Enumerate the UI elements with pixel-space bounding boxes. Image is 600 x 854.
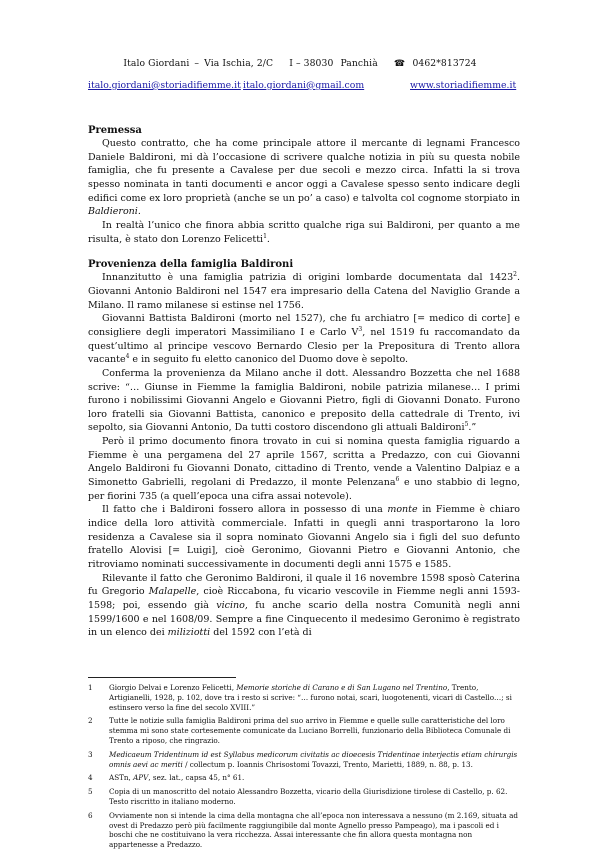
footnote-ref: 1 — [263, 232, 267, 240]
email-link-gmail[interactable]: italo.giordani@gmail.com — [243, 80, 365, 91]
letterhead: Italo Giordani – Via Ischia, 2/C I – 38030 Panchià ☎ 0462*813724 — [123, 58, 477, 69]
footnote: 4 ASTn, APV, sez. lat., capsa 45, n° 61. — [88, 773, 245, 783]
postcode: I – 38030 — [289, 58, 334, 69]
paragraph: Questo contratto, che ha come principale attore il mercante di legnami Francesco Daniele Baldironi, mi dà l’occasione di scrivere qualche notizia in più su questa nobile famiglia, che fu presente a Cavalese per due secoli e mezzo circa. Infatti la si trova spesso nominata in tanti documenti e ancor oggi a Cavalese spesso sento indicare degli edifici come ex loro proprietà (anche se un po’ a caso) e talvolta col cognome storpiato in Baldieroni. — [88, 138, 520, 218]
footnote-ref: 6 — [395, 475, 400, 483]
footnote-ref: 4 — [125, 353, 130, 361]
footnote-separator — [88, 677, 236, 678]
website-link[interactable]: www.storiadifiemme.it — [410, 80, 517, 91]
phone-icon: ☎ — [393, 58, 406, 69]
author-name: Italo Giordani — [123, 58, 190, 69]
footnote: 1 Giorgio Delvai e Lorenzo Felicetti, Memorie storiche di Carano e di San Lugano nel Trentino, Trento, Artigianelli, 1928, p. 102, dove tra i resto si scrive: “… furono notai, scari, luogotenenti, vicari di Castello…; si estinsero verso la fine del secolo XVIII.” — [88, 683, 512, 712]
town: Panchià — [340, 58, 378, 69]
paragraph: Conferma la provenienza da Milano anche il dott. Alessandro Bozzetta che nel 1688 scrive: “… Giunse in Fiemme la famiglia Baldironi, nobile patrizia milanese… I primi furono i nobilissimi Giovanni Angelo e Giovanni Pietro, figli di Giovanni Donato. Furono loro fratelli sia Giovanni Battista, canonico e preposito della cattedrale di Trento, ivi sepolto, sia Giovanni Antonio, Da tutti costoro discendono gli attuali Baldironi$^5$.” — [88, 367, 520, 434]
email-link-storiadifiemme[interactable]: italo.giordani@storiadifiemme.it — [88, 80, 241, 91]
paragraph: In realtà l’unico che finora abbia scritto qualche riga sui Baldironi, per quanto a me risulta, è stato don Lorenzo Felicetti$^1$. — [88, 219, 520, 245]
footnote: 6 Ovviamente non si intende la cima della montagna che all’epoca non interessava a nessuno (m 2.169, situata ad ovest di Predazzo però più facilmente raggiungibile dal monte Agnello presso Pampeago), ma i pascoli ed i boschi che ne costituivano la vera ricchezza. Assai interessante che fin allora questa montagna non appartenesse a Predazzo. — [88, 810, 518, 850]
footnote: 2 Tutte le notizie sulla famiglia Baldironi prima del suo arrivo in Fiemme e quelle sulle caratteristiche del loro stemma mi sono state cortesemente comunicate da Luciano Borrelli, funzionario della Biblioteca Comunale di Trento a riposo, che ringrazio. — [88, 716, 511, 745]
paragraph: Innanzitutto è una famiglia patrizia di origini lombarde documentata dal 1423$^2$. Giovanni Antonio Baldironi nel 1547 era impresario della Catena del Naviglio Grande a Milano. Il ramo milanese si estinse nel 1756. — [88, 271, 520, 311]
footnote: 3 Medicaeum Tridentinum id est Syllabus medicorum civitatis ac dioecesis Tridentinae interjectis etiam chirurgis omnis aevi ac meriti / collectum p. Ioannis Chrisostomi Tovazzi, Trento, Marietti, 1889, n. 88, p. 13. — [88, 749, 518, 769]
document-body — [88, 124, 520, 640]
footnote-ref: 3 — [358, 325, 363, 333]
paragraph: Rilevante il fatto che Geronimo Baldironi, il quale il 16 novembre 1598 sposò Caterina fu Gregorio Malapelle, cioè Riccabona, fu vicario vescovile in Fiemme negli anni 1593-1598; poi, essendo già vicino, fu anche scario della nostra Comunità negli anni 1599/1600 e nel 1608/09. Sempre a fine Cinquecento il medesimo Geronimo è registrato in un elenco dei miliziotti del 1592 con l’età di — [88, 572, 520, 639]
footnote: 5 Copia di un manoscritto del notaio Alessandro Bozzetta, vicario della Giurisdizione tirolese di Castello, p. 62. Testo riscritto in italiano moderno. — [88, 787, 508, 806]
section-title-provenienza: Provenienza della famiglia Baldironi — [88, 259, 294, 271]
paragraph: Il fatto che i Baldironi fossero allora in possesso di una monte in Fiemme è chiaro indice della loro attività commerciale. Infatti in quegli anni trasportarono la loro residenza a Cavalese sia il sopra nominato Giovanni Angelo sia i figli del suo defunto fratello Alovisi [= Luigi], cioè Geronimo, Giovanni Pietro e Giovanni Antonio, che ritroviamo nominati successivamente in documenti degli anni 1575 e 1585. — [88, 504, 520, 571]
paragraph: Giovanni Battista Baldironi (morto nel 1527), che fu archiatro [= medico di corte] e consigliere degli imperatori Massimiliano I e Carlo $V^3$, nel 1519 fu raccomandato da quest’ultimo al principe vescovo Bernardo Clesio per la Prepositura di Trento allora vacante$^4$ e in seguito fu eletto canonico del Duomo dove è sepolto. — [88, 313, 521, 366]
footnote-ref: 2 — [513, 271, 517, 279]
street-address: Via Ischia, 2/C — [204, 58, 274, 69]
footnote-ref: 5 — [464, 421, 469, 429]
section-title-premessa: Premessa — [88, 125, 142, 136]
phone-number: 0462*813724 — [412, 58, 477, 69]
footnotes — [88, 683, 522, 854]
paragraph: Però il primo documento finora trovato in cui si nomina questa famiglia riguardo a Fiemme è una pergamena del 27 aprile 1567, scritta a Predazzo, con cui Giovanni Angelo Baldironi fu Giovanni Donato, cittadino di Trento, vende a Valentino Dalpiaz e a Simonetto Gabrielli, regolani di Predazzo, il monte Pelenzana$^6$ e uno stabbio di legno, per fiorini 735 (a quell’epoca una cifra assai notevole). — [88, 436, 520, 502]
